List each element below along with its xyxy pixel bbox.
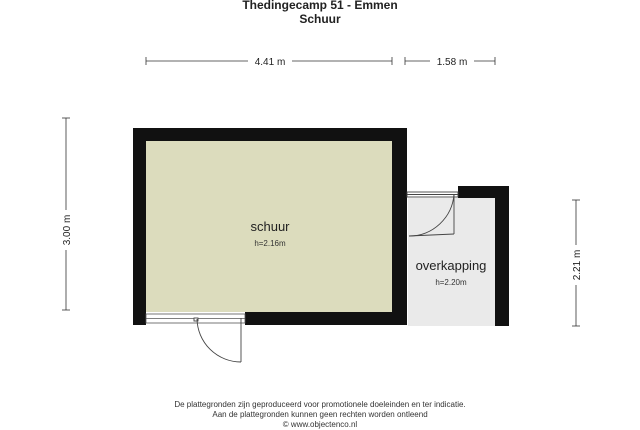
disclaimer-line-1: De plattegronden zijn geproduceerd voor promotionele doeleinden en ter indicatie. bbox=[174, 400, 466, 409]
website-link[interactable]: www.objectenco.nl bbox=[290, 420, 358, 429]
floor-title: Schuur bbox=[299, 12, 341, 26]
dimension-width-main-label: 4.41 m bbox=[254, 57, 286, 68]
disclaimer-line-2: Aan de plattegronden kunnen geen rechten worden ontleend bbox=[212, 410, 428, 419]
dimension-height-main-label: 3.00 m bbox=[62, 214, 73, 246]
room-schuur-name: schuur bbox=[250, 219, 290, 234]
dimension-height-side-label: 2.21 m bbox=[572, 249, 583, 281]
room-overkapping-height: h=2.20m bbox=[435, 278, 467, 287]
website-line bbox=[0, 420, 640, 429]
dimension-width-side-label: 1.58 m bbox=[436, 57, 468, 68]
room-overkapping-name: overkapping bbox=[415, 258, 487, 273]
door-schuur-swing bbox=[194, 318, 241, 362]
copyright-icon: © bbox=[282, 420, 291, 429]
room-schuur-height: h=2.16m bbox=[254, 239, 286, 248]
address-title: Thedingecamp 51 - Emmen bbox=[242, 0, 398, 12]
